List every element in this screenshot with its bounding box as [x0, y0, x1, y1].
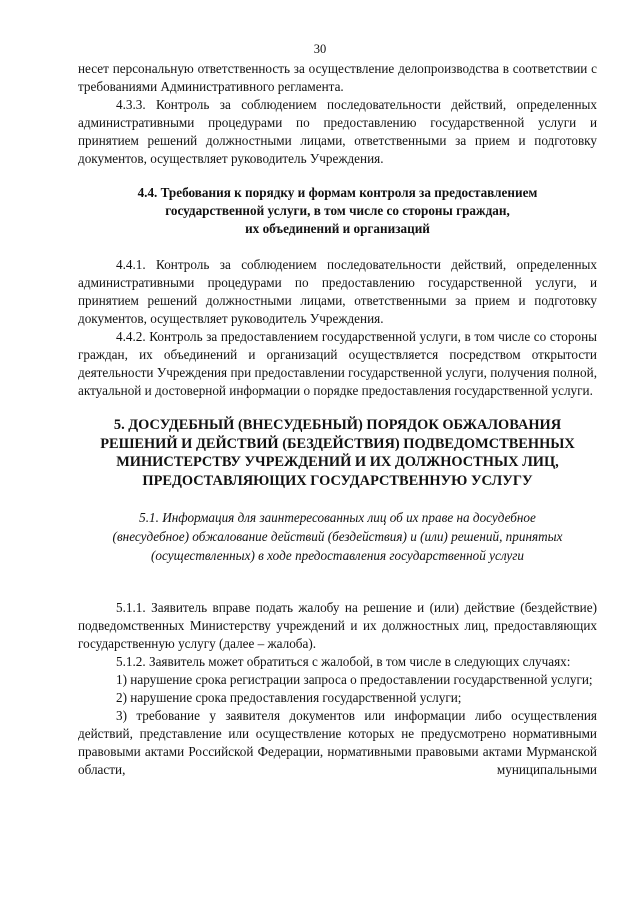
- paragraph-4-4-2: 4.4.2. Контроль за предоставлением государственной услуги, в том числе со стороны граждан, их объединений и организаций осуществляется посредством открытости деятельности Учреждения при предоставлении государственной услуги, получения полной, актуальной и достоверной информации о порядке предоставления государственной услуги.: [78, 329, 597, 398]
- heading-line: ПРЕДОСТАВЛЯЮЩИХ ГОСУДАРСТВЕННУЮ УСЛУГУ: [142, 472, 533, 489]
- section-5-1-body: [78, 599, 597, 779]
- subsection-heading-5-1: [86, 508, 589, 565]
- heading-line: РЕШЕНИЙ И ДЕЙСТВИЙ (БЕЗДЕЙСТВИЯ) ПОДВЕДОМСТВЕННЫХ: [100, 435, 575, 452]
- chapter-heading-5: [78, 416, 597, 490]
- heading-line: МИНИСТЕРСТВУ УЧРЕЖДЕНИЙ И ИХ ДОЛЖНОСТНЫХ ЛИЦ,: [116, 454, 559, 470]
- heading-line: государственной услуги, в том числе со стороны граждан,: [165, 203, 510, 218]
- subheading-line: (осуществленных) в ходе предоставления государственной услуги: [150, 548, 524, 563]
- subheading-line: 5.1. Информация для заинтересованных лиц об их праве на досудебное: [139, 510, 536, 525]
- section-4-4-body: [78, 256, 597, 400]
- paragraph-5-1-2: 5.1.2. Заявитель может обратиться с жалобой, в том числе в следующих случаях:: [116, 654, 571, 669]
- document-body: [78, 60, 597, 779]
- paragraph-continuation: несет персональную ответственность за осуществление делопроизводства в соответствии с требованиями Административного регламента.: [78, 61, 597, 94]
- paragraph-5-1-1: 5.1.1. Заявитель вправе подать жалобу на решение и (или) действие (бездействие) подведомственных Министерству учреждений и их должностных лиц, предоставляющих государственную услугу (далее – жалоба).: [78, 600, 597, 651]
- subheading-line: (внесудебное) обжалование действий (бездействия) и (или) решений, принятых: [112, 529, 563, 544]
- heading-line: 4.4. Требования к порядку и формам контроля за предоставлением: [137, 185, 538, 200]
- heading-line: 5. ДОСУДЕБНЫЙ (ВНЕСУДЕБНЫЙ) ПОРЯДОК ОБЖАЛОВАНИЯ: [113, 417, 562, 433]
- paragraph-4-3-3: 4.3.3. Контроль за соблюдением последовательности действий, определенных административными процедурами по предоставлению государственной услуги и принятием решений должностными лицами, ответственными за прием и подготовку документов, осуществляет руководитель Учреждения.: [78, 97, 597, 166]
- section-heading-4-4: [78, 184, 597, 238]
- list-item-1: 1) нарушение срока регистрации запроса о предоставлении государственной услуги;: [116, 672, 593, 687]
- heading-line: их объединений и организаций: [245, 221, 430, 236]
- page-number: 30: [313, 42, 327, 56]
- list-item-2: 2) нарушение срока предоставления государственной услуги;: [116, 690, 462, 705]
- list-item-3: 3) требование у заявителя документов или информации либо осуществления действий, представление или осуществление которых не предусмотрено нормативными правовыми актами Российской Федерации, нормативными правовыми актами Мурманской области, муниципальными: [78, 708, 597, 777]
- paragraph-4-4-1: 4.4.1. Контроль за соблюдением последовательности действий, определенных административными процедурами по предоставлению государственной услуги, и принятием решений должностными лицами, ответственными за прием и подготовку документов, осуществляет руководитель Учреждения.: [78, 257, 597, 326]
